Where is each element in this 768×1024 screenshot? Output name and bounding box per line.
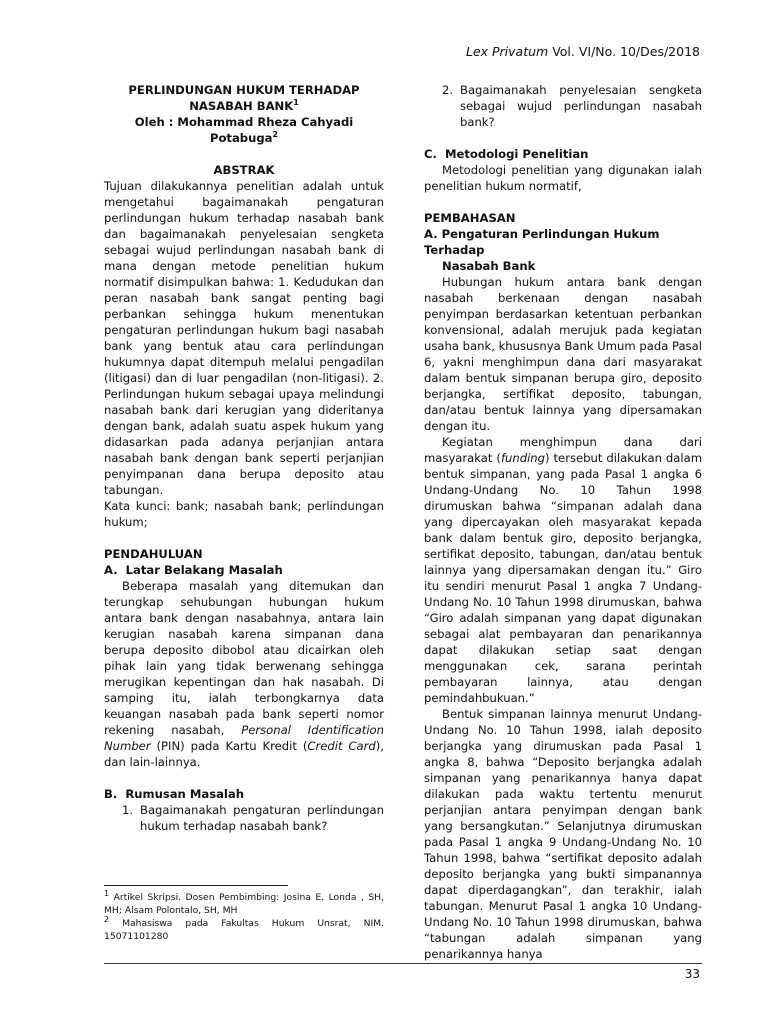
running-header [466,44,700,59]
para2-text-a: Kegiatan menghimpun dana dari masyarakat ( [424,435,702,465]
methodology-paragraph: Metodologi penelitian yang digunakan ialah penelitian hukum normatif, [424,163,702,193]
footnote-1-text: Artikel Skripsi. Dosen Pembimbing: Josina E. Londa , SH, MH; Alsam Polontalo, SH, MH [104,892,385,916]
question-item-1 [104,802,384,834]
author-footnote-mark: 2 [272,130,279,140]
title-line-2-wrap [104,98,384,114]
question-number: 1. [122,803,134,817]
question-number: 2. [442,83,454,97]
keywords: Kata kunci: bank; nasabah bank; perlindungan hukum; [104,499,384,529]
para2-italic: funding [500,451,546,465]
footnote-2-text: Mahasiswa pada Fakultas Hukum Unsrat, NIM. 15071101280 [104,918,385,942]
discussion-paragraph-3: Bentuk simpanan lainnya menurut Undang-Undang No. 10 Tahun 1998, ialah deposito berjangka yang dirumuskan pada Pasal 1 angka 8, bahwa “Deposito berjangka adalah simpanan yang penarikannya hanya dapat dilakukan pada waktu tertentu menurut perjanjian antara penyimpan dengan bank yang bersangkutan.” Selanjutnya dirumuskan pada Pasal 1 angka 9 Undang-Undang No. 10 Tahun 1998, bahwa “sertifikat deposito adalah deposito berjangka yang bukti simpanannya dapat diperdagangkan”, dan terakhir, ialah tabungan. Menurut Pasal 1 angka 10 Undang-Undang No. 10 Tahun 1998 dirumuskan, bahwa “tabungan adalah simpanan yang penarikannya hanya [424,707,702,961]
discussion-heading: PEMBAHASAN [424,211,516,225]
subheading-metodologi: C. Metodologi Penelitian [424,147,589,161]
discussion-paragraph-2 [424,434,702,706]
article-title [104,82,384,146]
title-line-2: NASABAH BANK [189,99,294,113]
footnote-1-mark: 1 [104,888,110,898]
footnote-rule [104,885,288,886]
footer-rule [104,963,702,964]
abstract-text: Tujuan dilakukannya penelitian adalah untuk mengetahui bagaimanakah pengaturan perlindungan hukum terhadap nasabah bank dan bagaimanakah penyelesaian sengketa sebagai wujud perlindungan nasabah bank di mana dengan metode penelitian hukum normatif disimpulkan bahwa: 1. Kedudukan dan peran nasabah bank sangat penting bagi perbankan sehingga hukum menentukan pengaturan perlindungan hukum bagi nasabah bank yang bentuk atau cara perlindungan hukumnya dapat ditempuh melalui pengadilan (litigasi) dan di luar pengadilan (non-litigasi). 2. Perlindungan hukum sebagai upaya melindungi nasabah bank dari kerugian yang dideritanya dengan bank, adalah suatu aspek hukum yang didasarkan pada adanya perjanjian antara nasabah bank dengan bank seperti perjanjian penyimpanan dana berupa deposito atau tabungan. [104,179,384,497]
footnote-1 [104,888,385,917]
title-line-1: PERLINDUNGAN HUKUM TERHADAP [128,83,360,97]
author-line: Oleh : Mohammad Rheza Cahyadi Potabuga [134,115,354,145]
journal-name: Lex Privatum [465,44,549,59]
journal-issue: Vol. VI/No. 10/Des/2018 [552,44,700,59]
intro-heading: PENDAHULUAN [104,547,203,561]
subheading-latar-belakang: A. Latar Belakang Masalah [104,563,283,577]
subheading-pengaturan: A. Pengaturan Perlindungan Hukum Terhadap [424,227,660,257]
page-number: 33 [684,967,700,981]
abstract-heading: ABSTRAK [213,163,275,177]
discussion-paragraph-1: Hubungan hukum antara bank dengan nasabah berkenaan dengan nasabah penyimpan berdasarkan ketentuan perbankan konvensional, adalah merujuk pada kegiatan usaha bank, khususnya Bank Umum pada Pasal 6, yakni menghimpun dana dari masyarakat dalam bentuk simpanan berupa giro, deposito berjangka, sertifikat deposito, tabungan, dan/atau bentuk lainnya yang dipersamakan dengan itu. [424,275,702,433]
question-text: Bagaimanakah pengaturan perlindungan hukum terhadap nasabah bank? [140,803,384,833]
footnotes [104,888,385,943]
right-column [424,82,702,962]
bg-text-1: Beberapa masalah yang ditemukan dan terungkap sehubungan hubungan hukum antara bank dengan nasabahnya, antara lain kerugian nasabah karena simpanan dana berupa deposito dibobol atau dicairkan oleh pihak lain yang tidak berwenang sehingga merugikan kepentingan dan hak nasabah. Di samping itu, ialah terbongkarnya data keuangan nasabah pada bank seperti nomor rekening nasabah, [104,579,384,737]
para2-text-b: ) tersebut dilakukan dalam bentuk simpanan, yang pada Pasal 1 angka 6 Undang-Undang No. 10 Tahun 1998 dirumuskan bahwa “simpanan adalah dana yang dipercayakan oleh masyarakat kepada bank dalam bentuk giro, deposito berjangka, sertifikat deposito, tabungan, dan/atau bentuk lainnya yang dipersamakan dengan itu.” Giro itu sendiri menurut Pasal 1 angka 7 Undang-Undang No. 10 Tahun 1998 dirumuskan, bahwa “Giro adalah simpanan yang dapat digunakan sebagai alat pembayaran dan penarikannya dapat dilakukan setiap saat dengan menggunakan cek, sarana perintah pembayaran lainnya, atau dengan pemindahbukuan.” [424,451,702,705]
background-paragraph [104,578,384,770]
bg-text-italic-1: Personal Identification Number [104,723,384,753]
subheading-pengaturan-cont: Nasabah Bank [442,259,536,273]
left-column [104,82,384,834]
author-wrap [104,114,384,146]
bg-text-italic-2: Credit Card [307,739,376,753]
bg-text-3: ), dan lain-lainnya. [104,739,384,769]
subheading-rumusan-masalah: B. Rumusan Masalah [104,787,244,801]
footnote-2-mark: 2 [104,914,110,924]
question-text: Bagaimanakah penyelesaian sengketa sebagai wujud perlindungan nasabah bank? [460,83,702,129]
title-footnote-mark: 1 [293,98,299,108]
footnote-2 [104,914,385,943]
question-item-2 [424,82,702,130]
bg-text-2: (PIN) pada Kartu Kredit ( [150,739,308,753]
